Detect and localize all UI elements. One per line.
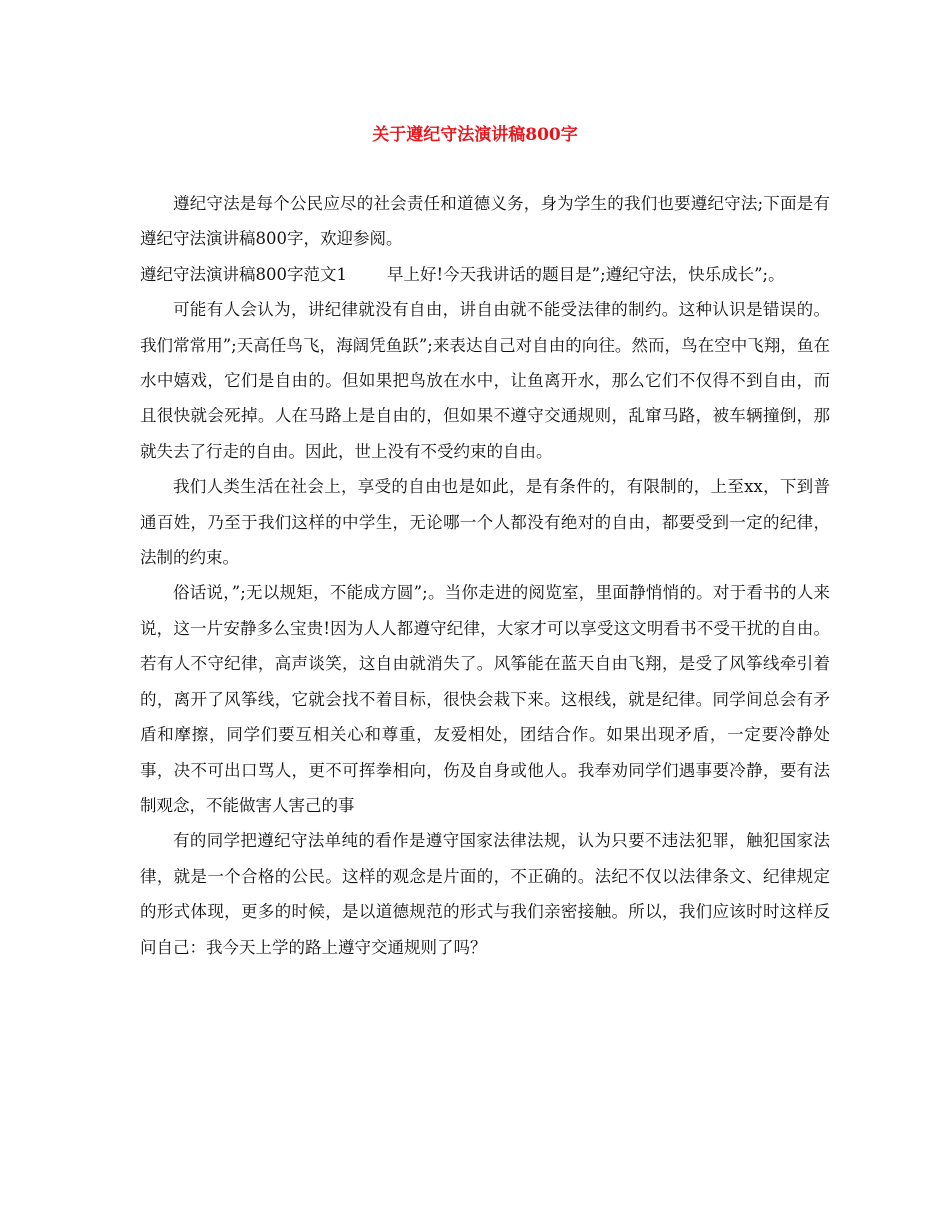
document-body xyxy=(140,186,830,965)
body-paragraph-3: 俗话说，”;无以规矩，不能成方圆”;。当你走进的阅览室，里面静悄悄的。对于看书的人来说，这一片安静多么宝贵!因为人人都遵守纪律，大家才可以享受这文明看书不受干扰的自由。若有人不守纪律，高声谈笑，这自由就消失了。风筝能在蓝天自由飞翔，是受了风筝线牵引着的，离开了风筝线，它就会找不着目标，很快会栽下来。这根线，就是纪律。同学间总会有矛盾和摩擦，同学们要互相关心和尊重，友爱相处，团结合作。如果出现矛盾，一定要冷静处事，决不可出口骂人，更不可挥拳相向，伤及自身或他人。我奉劝同学们遇事要冷静，要有法制观念，不能做害人害己的事 xyxy=(140,583,830,815)
intro-paragraph: 遵纪守法是每个公民应尽的社会责任和道德义务，身为学生的我们也要遵纪守法;下面是有遵纪守法演讲稿800字，欢迎参阅。 xyxy=(140,194,830,249)
sample-heading: 遵纪守法演讲稿800字范文1 xyxy=(140,264,347,284)
body-paragraph-1: 可能有人会认为，讲纪律就没有自由，讲自由就不能受法律的制约。这种认识是错误的。我们常常用”;天高任鸟飞，海阔凭鱼跃”;来表达自己对自由的向往。然而，鸟在空中飞翔，鱼在水中嬉戏，它们是自由的。但如果把鸟放在水中，让鱼离开水，那么它们不仅得不到自由，而且很快就会死掉。人在马路上是自由的，但如果不遵守交通规则，乱窜马路，被车辆撞倒，那就失去了行走的自由。因此，世上没有不受约束的自由。 xyxy=(140,300,830,461)
body-paragraph-4: 有的同学把遵纪守法单纯的看作是遵守国家法律法规，认为只要不违法犯罪，触犯国家法律，就是一个合格的公民。这样的观念是片面的，不正确的。法纪不仅以法律条文、纪律规定的形式体现，更多的时候，是以道德规范的形式与我们亲密接触。所以，我们应该时时这样反问自己：我今天上学的路上遵守交通规则了吗？ xyxy=(140,831,830,957)
sample-opening: 早上好!今天我讲话的题目是”;遵纪守法，快乐成长”;。 xyxy=(387,264,785,284)
document-title: 关于遵纪守法演讲稿800字 xyxy=(372,125,578,145)
body-paragraph-2: 我们人类生活在社会上，享受的自由也是如此，是有条件的，有限制的，上至xx，下到普通百姓，乃至于我们这样的中学生，无论哪一个人都没有绝对的自由，都要受到一定的纪律，法制的约束。 xyxy=(140,477,830,568)
sample-heading-line xyxy=(140,257,830,292)
